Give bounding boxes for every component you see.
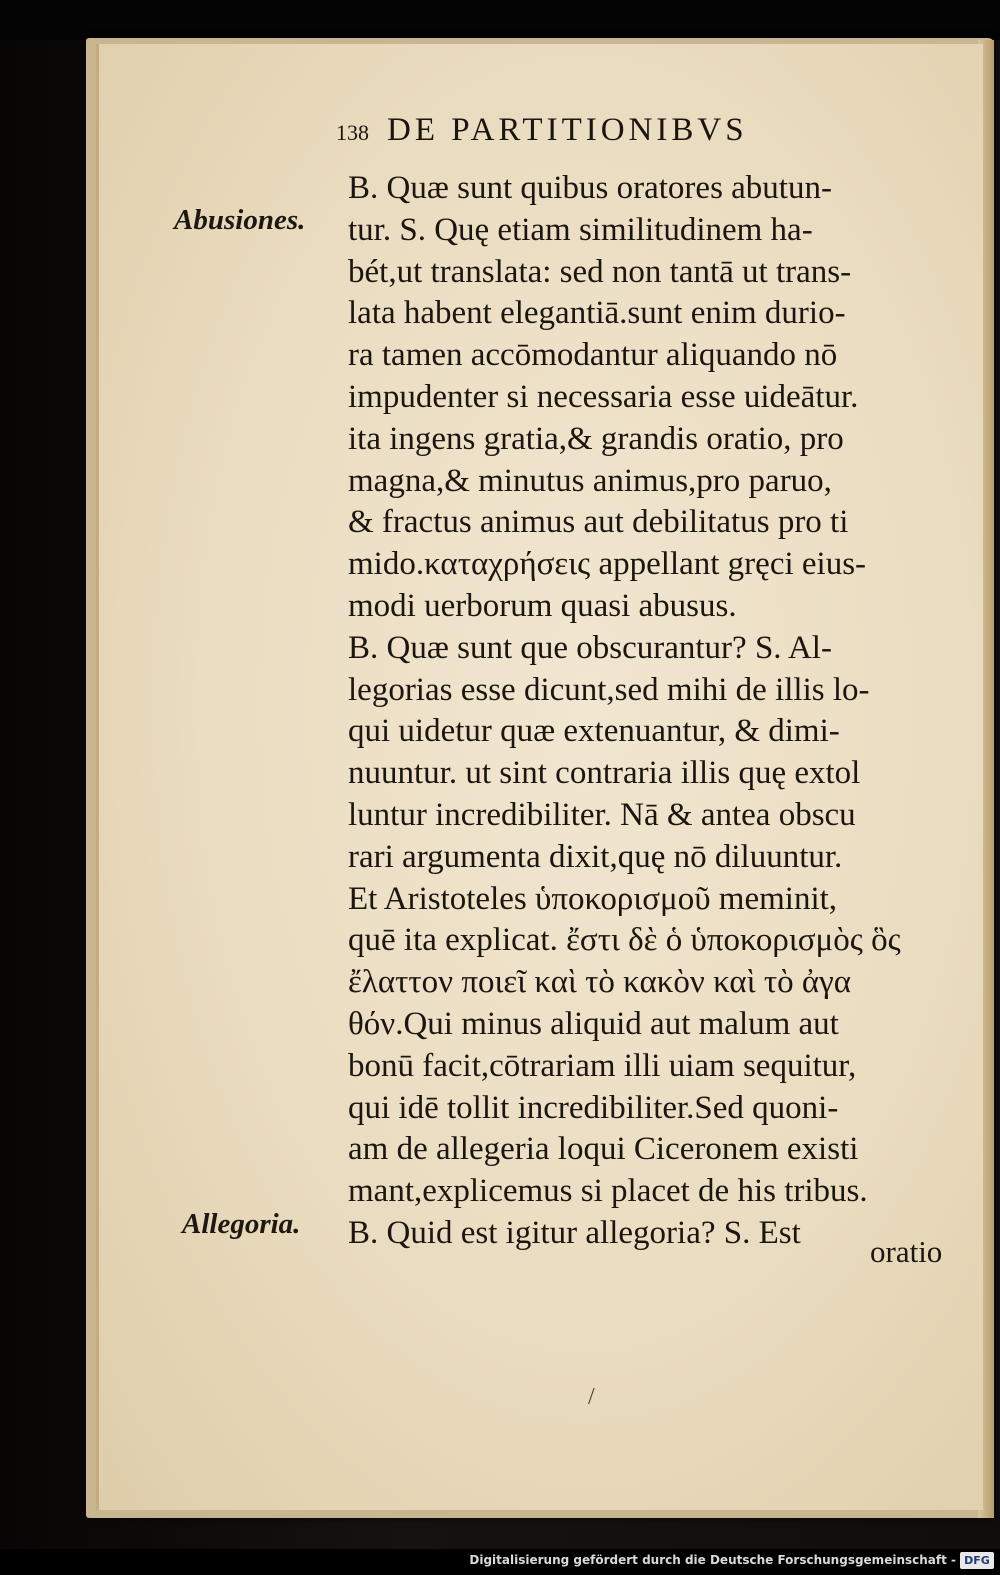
text-line: quē ita explicat. ἔστι δὲ ὁ ὑποκορισμὸς ὃς (348, 922, 901, 959)
dfg-logo: DFG (960, 1552, 994, 1569)
text-line: & fractus animus aut debilitatus pro ti (348, 504, 849, 541)
text-line: impudenter si necessaria esse uideātur. (348, 378, 859, 415)
stray-mark: / (588, 1384, 595, 1410)
text-line: am de allegeria loqui Ciceronem existi (348, 1131, 859, 1168)
text-line: qui uidetur quæ extenuantur, & dimi- (348, 713, 840, 750)
scan-top-strip (0, 0, 1000, 40)
text-line: mido.καταχρήσεις appellant gręci eius- (348, 546, 867, 583)
text-line: ra tamen accōmodantur aliquando nō (348, 337, 838, 374)
text-line: magna,& minutus animus,pro paruo, (348, 462, 832, 499)
text-line: bét,ut translata: sed non tantā ut trans- (348, 253, 852, 290)
text-line: lata habent elegantiā.sunt enim durio- (348, 295, 846, 332)
text-line: B. Quid est igitur allegoria? S. Est (348, 1214, 801, 1251)
text-line: B. Quæ sunt quibus oratores abutun- (348, 170, 832, 206)
text-line: modi uerborum quasi abusus. (348, 587, 737, 624)
page-number: 138 (336, 120, 369, 145)
text-line: tur. S. Quę etiam similitudinem ha- (348, 211, 813, 248)
text-line: legorias esse dicunt,sed mihi de illis lo- (348, 671, 870, 708)
text-line: luntur incredibiliter. Nā & antea obscu (348, 796, 856, 833)
text-line: ita ingens gratia,& grandis oratio, pro (348, 420, 844, 457)
footer-credit: Digitalisierung gefördert durch die Deutsche Forschungsgemeinschaft - (469, 1553, 956, 1567)
text-line: nuuntur. ut sint contraria illis quę extol (348, 755, 861, 792)
text-line: ἔλαττον ποιεῖ καὶ τὸ κακὸν καὶ τὸ ἀγα (348, 964, 851, 1001)
margin-note-allegoria: Allegoria. (182, 1208, 301, 1240)
main-text-block (348, 168, 978, 1255)
running-title: DE PARTITIONIBVS (387, 112, 748, 148)
text-line: qui idē tollit incredibiliter.Sed quoni- (348, 1089, 839, 1126)
margin-note-abusiones: Abusiones. (174, 204, 306, 236)
text-line: B. Quæ sunt que obscurantur? S. Al- (348, 629, 832, 666)
running-head (336, 112, 748, 149)
text-line: Et Aristoteles ὑποκορισμοῦ meminit, (348, 880, 838, 917)
text-line: bonū facit,cōtrariam illi uiam sequitur, (348, 1047, 857, 1084)
catchword: oratio (870, 1234, 943, 1269)
text-line: θόν.Qui minus aliquid aut malum aut (348, 1005, 839, 1042)
text-line: mant,explicemus si placet de his tribus. (348, 1173, 868, 1210)
text-line: rari argumenta dixit,quę nō diluuntur. (348, 838, 843, 875)
